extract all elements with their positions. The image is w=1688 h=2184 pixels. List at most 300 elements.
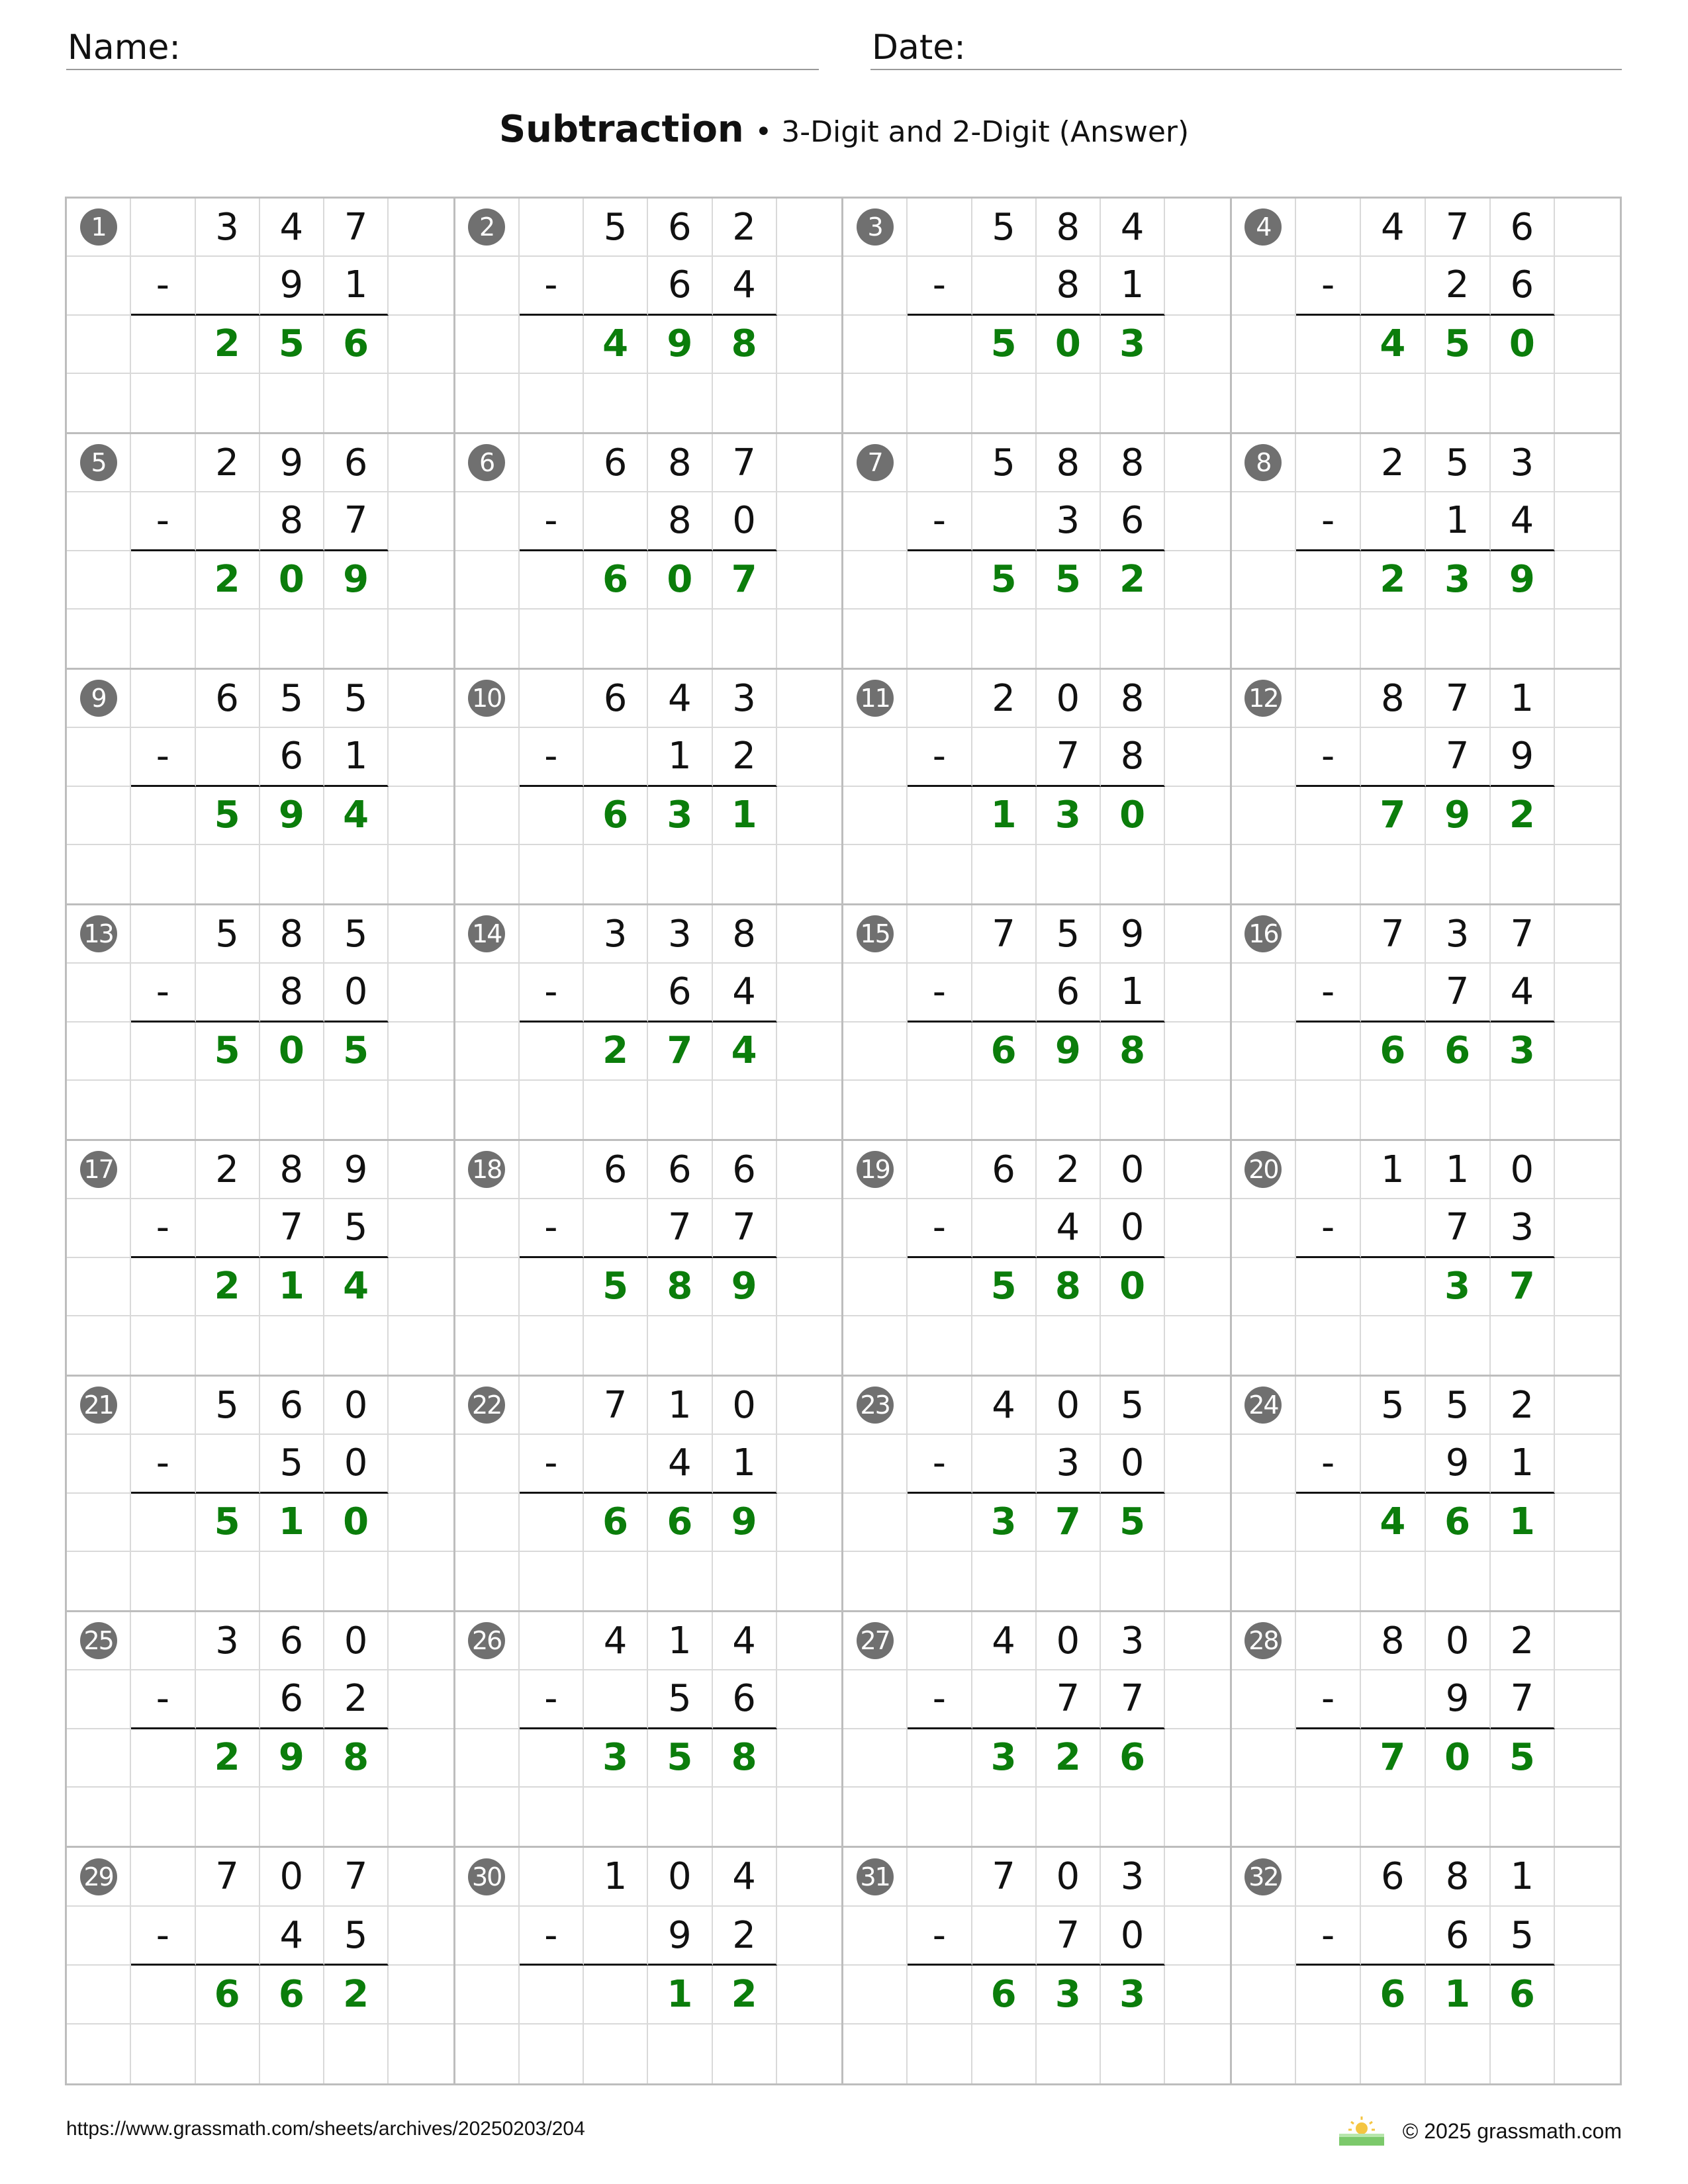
grid-cell (1296, 1258, 1361, 1316)
grid-cell (1555, 1848, 1620, 1907)
problem-number-badge: 30 (468, 1858, 505, 1895)
problem-1 (67, 199, 455, 434)
answer-digit: 5 (972, 316, 1037, 374)
answer-digit: 4 (324, 787, 389, 845)
grid-cell (777, 1729, 841, 1788)
grid-cell (260, 1552, 324, 1610)
minuend-digit: 6 (584, 1141, 648, 1199)
grid-cell (1361, 1552, 1426, 1610)
grid-cell (1555, 1670, 1620, 1729)
grid-cell (777, 1670, 841, 1729)
grid-cell (455, 1081, 520, 1139)
subtrahend-digit: 7 (1491, 1670, 1556, 1729)
problem-number-badge: 22 (468, 1387, 505, 1424)
answer-digit: 7 (1037, 1494, 1101, 1552)
answer-digit: 6 (972, 1023, 1037, 1081)
grid-cell (1165, 1907, 1229, 1966)
grid-cell (1165, 1199, 1229, 1257)
grid-cell (196, 257, 260, 315)
minuend-digit: 4 (972, 1377, 1037, 1435)
minuend-digit: 3 (1426, 905, 1491, 964)
grid-cell (584, 845, 648, 903)
answer-digit: 6 (584, 551, 648, 610)
grid-cell (389, 1141, 453, 1199)
grid-cell (1491, 1788, 1556, 1846)
answer-digit: 1 (1491, 1494, 1556, 1552)
grid-cell (1296, 670, 1361, 728)
grid-cell (131, 434, 195, 492)
grid-cell (389, 964, 453, 1022)
grid-cell (972, 1552, 1037, 1610)
subtrahend-digit: 1 (1491, 1435, 1556, 1493)
grid-cell (196, 1081, 260, 1139)
minuend-digit: 7 (1426, 670, 1491, 728)
grid-cell (843, 316, 908, 374)
answer-digit: 6 (1101, 1729, 1165, 1788)
subtrahend-digit: 8 (648, 492, 712, 551)
grid-cell (131, 316, 195, 374)
grid-cell (713, 1081, 777, 1139)
grid-cell (1361, 1316, 1426, 1375)
grid-cell (67, 1435, 131, 1493)
grid-cell (843, 374, 908, 432)
grid-cell (455, 1729, 520, 1788)
name-field[interactable] (66, 23, 819, 70)
answer-digit: 5 (196, 1023, 260, 1081)
minuend-digit: 1 (1491, 1848, 1556, 1907)
minuend-digit: 6 (260, 1377, 324, 1435)
grid-cell (777, 1788, 841, 1846)
grid-cell (777, 670, 841, 728)
grid-cell (1555, 2025, 1620, 2083)
grid-cell (1165, 1023, 1229, 1081)
problem-number-cell (1232, 1141, 1297, 1199)
problem-number-cell (455, 199, 520, 257)
subtrahend-digit: 7 (1426, 728, 1491, 786)
grid-cell (1232, 1907, 1297, 1966)
minuend-digit: 6 (260, 1612, 324, 1670)
grid-cell (777, 1081, 841, 1139)
grid-cell (260, 2025, 324, 2083)
answer-digit: 0 (324, 1494, 389, 1552)
date-field[interactable] (870, 23, 1622, 70)
answer-digit: 7 (1361, 787, 1426, 845)
grid-cell (1491, 610, 1556, 668)
grid-cell (324, 1316, 389, 1375)
grid-cell (1491, 374, 1556, 432)
problem-number-cell (455, 670, 520, 728)
grid-cell (1296, 1377, 1361, 1435)
grid-cell (1555, 1199, 1620, 1257)
grid-cell (324, 1788, 389, 1846)
problem-16 (1232, 905, 1620, 1141)
problem-22 (455, 1377, 844, 1612)
grid-cell (908, 1258, 972, 1316)
grid-cell (520, 1848, 584, 1907)
problem-21 (67, 1377, 455, 1612)
minuend-digit: 5 (324, 670, 389, 728)
answer-digit: 9 (260, 787, 324, 845)
grid-cell (972, 492, 1037, 551)
grid-cell (908, 1966, 972, 2025)
minuend-digit: 2 (196, 434, 260, 492)
grid-cell (389, 1612, 453, 1670)
problem-number-cell (843, 199, 908, 257)
problem-number-badge: 17 (80, 1151, 117, 1188)
subtrahend-digit: 1 (324, 728, 389, 786)
grid-cell (1426, 1788, 1491, 1846)
grid-cell (908, 905, 972, 964)
grid-cell (520, 845, 584, 903)
grid-cell (1232, 728, 1297, 786)
grid-cell (1232, 492, 1297, 551)
minus-sign: - (131, 1670, 195, 1729)
grid-cell (196, 492, 260, 551)
grid-cell (1037, 1081, 1101, 1139)
minuend-digit: 5 (972, 199, 1037, 257)
grid-cell (1491, 2025, 1556, 2083)
grid-cell (1165, 1316, 1229, 1375)
minuend-digit: 7 (324, 199, 389, 257)
grid-cell (389, 1081, 453, 1139)
minuend-digit: 2 (713, 199, 777, 257)
subtrahend-digit: 5 (1491, 1907, 1556, 1966)
grid-cell (389, 1670, 453, 1729)
grid-cell (67, 1494, 131, 1552)
problem-19 (843, 1141, 1232, 1377)
problem-7 (843, 434, 1232, 670)
grid-cell (1165, 610, 1229, 668)
answer-digit: 9 (713, 1494, 777, 1552)
minuend-digit: 3 (584, 905, 648, 964)
problem-13 (67, 905, 455, 1141)
answer-digit: 2 (1037, 1729, 1101, 1788)
subtrahend-digit: 9 (1426, 1670, 1491, 1729)
grid-cell (972, 374, 1037, 432)
grid-cell (131, 1729, 195, 1788)
subtrahend-digit: 4 (1491, 492, 1556, 551)
answer-digit: 3 (584, 1729, 648, 1788)
answer-digit: 9 (324, 551, 389, 610)
grid-cell (1165, 964, 1229, 1022)
grid-cell (131, 1141, 195, 1199)
minuend-digit: 4 (1361, 199, 1426, 257)
minuend-digit: 9 (1101, 905, 1165, 964)
grid-cell (777, 905, 841, 964)
grid-cell (1037, 610, 1101, 668)
answer-digit: 6 (1491, 1966, 1556, 2025)
grid-cell (1232, 2025, 1297, 2083)
grid-cell (1426, 610, 1491, 668)
answer-digit: 8 (324, 1729, 389, 1788)
problem-number-cell (1232, 1377, 1297, 1435)
minuend-digit: 4 (713, 1612, 777, 1670)
minuend-digit: 6 (584, 670, 648, 728)
grid-cell (389, 2025, 453, 2083)
minuend-digit: 6 (1361, 1848, 1426, 1907)
grid-cell (1555, 1023, 1620, 1081)
problem-number-cell (1232, 199, 1297, 257)
grid-cell (843, 257, 908, 315)
minuend-digit: 0 (1037, 1612, 1101, 1670)
subtrahend-digit: 7 (1037, 1907, 1101, 1966)
subtrahend-digit: 4 (713, 257, 777, 315)
grid-cell (455, 2025, 520, 2083)
grid-cell (389, 1848, 453, 1907)
minuend-digit: 6 (324, 434, 389, 492)
problem-number-cell (1232, 1848, 1297, 1907)
grid-cell (324, 374, 389, 432)
grid-cell (584, 1316, 648, 1375)
grid-cell (777, 434, 841, 492)
grid-cell (67, 492, 131, 551)
minuend-digit: 7 (1426, 199, 1491, 257)
subtrahend-digit: 7 (260, 1199, 324, 1257)
answer-digit: 8 (1101, 1023, 1165, 1081)
minuend-digit: 1 (584, 1848, 648, 1907)
grid-cell (389, 1552, 453, 1610)
problem-number-badge: 11 (857, 680, 894, 717)
problem-number-cell (1232, 905, 1297, 964)
minuend-digit: 6 (972, 1141, 1037, 1199)
minuend-digit: 7 (713, 434, 777, 492)
minuend-digit: 8 (1361, 670, 1426, 728)
grid-cell (1165, 257, 1229, 315)
minuend-digit: 3 (196, 1612, 260, 1670)
problem-12 (1232, 670, 1620, 905)
grid-cell (260, 1081, 324, 1139)
grid-cell (1165, 374, 1229, 432)
grid-cell (1037, 845, 1101, 903)
problem-number-cell (455, 1848, 520, 1907)
minus-sign: - (131, 1907, 195, 1966)
grid-cell (843, 787, 908, 845)
grid-cell (908, 845, 972, 903)
minuend-digit: 8 (1037, 199, 1101, 257)
grid-cell (1361, 2025, 1426, 2083)
minuend-digit: 4 (260, 199, 324, 257)
minus-sign: - (908, 1907, 972, 1966)
subtrahend-digit: 7 (713, 1199, 777, 1257)
answer-digit: 9 (1037, 1023, 1101, 1081)
subtrahend-digit: 7 (1037, 728, 1101, 786)
problem-number-badge: 28 (1244, 1622, 1282, 1659)
answer-digit: 4 (1361, 316, 1426, 374)
problem-number-cell (67, 434, 131, 492)
minuend-digit: 4 (648, 670, 712, 728)
grid-cell (520, 1377, 584, 1435)
grid-cell (1426, 1081, 1491, 1139)
grid-cell (520, 1788, 584, 1846)
grid-cell (972, 1316, 1037, 1375)
problem-number-badge: 8 (1244, 444, 1282, 481)
grid-cell (389, 787, 453, 845)
problem-number-badge: 32 (1244, 1858, 1282, 1895)
grid-cell (455, 610, 520, 668)
problem-number-cell (455, 434, 520, 492)
answer-digit: 4 (713, 1023, 777, 1081)
grid-cell (196, 2025, 260, 2083)
subtrahend-digit: 3 (1037, 492, 1101, 551)
answer-digit: 9 (1491, 551, 1556, 610)
grid-cell (389, 1316, 453, 1375)
minuend-digit: 6 (1491, 199, 1556, 257)
answer-digit: 2 (196, 1258, 260, 1316)
grid-cell (67, 1023, 131, 1081)
subtrahend-digit: 1 (1101, 257, 1165, 315)
subtrahend-digit: 1 (1426, 492, 1491, 551)
grid-cell (972, 728, 1037, 786)
minus-sign: - (131, 728, 195, 786)
grid-cell (455, 1788, 520, 1846)
grid-cell (1232, 551, 1297, 610)
subtrahend-digit: 0 (324, 1435, 389, 1493)
minuend-digit: 2 (1491, 1377, 1556, 1435)
grid-cell (908, 1081, 972, 1139)
minuend-digit: 8 (648, 434, 712, 492)
subtrahend-digit: 7 (324, 492, 389, 551)
grid-cell (455, 728, 520, 786)
grid-cell (324, 845, 389, 903)
minus-sign: - (1296, 964, 1361, 1022)
grid-cell (584, 257, 648, 315)
grid-cell (131, 1316, 195, 1375)
answer-digit: 6 (584, 787, 648, 845)
problem-number-cell (67, 199, 131, 257)
grid-cell (520, 1258, 584, 1316)
grid-cell (67, 787, 131, 845)
grid-cell (389, 610, 453, 668)
subtrahend-digit: 9 (648, 1907, 712, 1966)
subtrahend-digit: 2 (713, 1907, 777, 1966)
footer-credit (1335, 2115, 1622, 2147)
problem-number-cell (67, 1377, 131, 1435)
grid-cell (455, 787, 520, 845)
grid-cell (389, 1788, 453, 1846)
minuend-digit: 4 (713, 1848, 777, 1907)
grid-cell (648, 1788, 712, 1846)
grid-cell (67, 964, 131, 1022)
answer-digit: 6 (1426, 1494, 1491, 1552)
minuend-digit: 8 (1101, 670, 1165, 728)
grid-cell (196, 845, 260, 903)
answer-digit: 2 (713, 1966, 777, 2025)
grid-cell (713, 1552, 777, 1610)
grid-cell (648, 2025, 712, 2083)
grid-cell (324, 610, 389, 668)
grid-cell (908, 551, 972, 610)
grid-cell (777, 1494, 841, 1552)
minuend-digit: 5 (1037, 905, 1101, 964)
minuend-digit: 6 (713, 1141, 777, 1199)
problem-number-badge: 5 (80, 444, 117, 481)
minus-sign: - (520, 964, 584, 1022)
grid-cell (972, 1435, 1037, 1493)
minuend-digit: 0 (1037, 670, 1101, 728)
minuend-digit: 0 (324, 1612, 389, 1670)
answer-digit: 2 (1491, 787, 1556, 845)
problem-number-badge: 21 (80, 1387, 117, 1424)
subtrahend-digit: 3 (1037, 1435, 1101, 1493)
subtrahend-digit: 6 (260, 1670, 324, 1729)
grid-cell (1426, 374, 1491, 432)
minus-sign: - (131, 1435, 195, 1493)
grid-cell (520, 610, 584, 668)
problem-25 (67, 1612, 455, 1848)
grid-cell (843, 610, 908, 668)
grid-cell (777, 1966, 841, 2025)
grid-cell (1037, 1788, 1101, 1846)
grid-cell (843, 1552, 908, 1610)
grid-cell (1165, 199, 1229, 257)
minus-sign: - (1296, 1199, 1361, 1257)
subtrahend-digit: 8 (260, 964, 324, 1022)
minuend-digit: 3 (713, 670, 777, 728)
grid-cell (1555, 905, 1620, 964)
problem-23 (843, 1377, 1232, 1612)
grid-cell (67, 1966, 131, 2025)
problem-24 (1232, 1377, 1620, 1612)
answer-digit: 3 (972, 1729, 1037, 1788)
footer-url: https://www.grassmath.com/sheets/archives/20250203/204 (66, 2118, 585, 2140)
grid-cell (908, 1023, 972, 1081)
problem-number-cell (455, 905, 520, 964)
grid-cell (777, 728, 841, 786)
grid-cell (1101, 845, 1165, 903)
answer-digit: 5 (1491, 1729, 1556, 1788)
problem-number-badge: 10 (468, 680, 505, 717)
grid-cell (908, 787, 972, 845)
grid-cell (713, 610, 777, 668)
grid-cell (843, 1494, 908, 1552)
grid-cell (972, 845, 1037, 903)
answer-digit: 5 (972, 551, 1037, 610)
minuend-digit: 8 (260, 905, 324, 964)
problem-number-cell (67, 905, 131, 964)
grid-cell (389, 728, 453, 786)
grid-cell (713, 2025, 777, 2083)
grid-cell (1296, 1081, 1361, 1139)
grid-cell (389, 670, 453, 728)
grid-cell (1296, 787, 1361, 845)
minuend-digit: 5 (1361, 1377, 1426, 1435)
answer-digit: 2 (196, 316, 260, 374)
problem-number-cell (455, 1141, 520, 1199)
grid-cell (1232, 1788, 1297, 1846)
subtrahend-digit: 5 (260, 1435, 324, 1493)
minuend-digit: 5 (324, 905, 389, 964)
grid-cell (67, 1670, 131, 1729)
problem-number-badge: 9 (80, 680, 117, 717)
grid-cell (1101, 374, 1165, 432)
grid-cell (131, 1612, 195, 1670)
name-label: Name: (68, 28, 181, 68)
grid-cell (389, 1435, 453, 1493)
grid-cell (908, 1377, 972, 1435)
answer-digit: 5 (1101, 1494, 1165, 1552)
grid-cell (1555, 1494, 1620, 1552)
grid-cell (455, 1258, 520, 1316)
minus-sign: - (520, 1199, 584, 1257)
subtrahend-digit: 0 (324, 964, 389, 1022)
grid-cell (777, 1848, 841, 1907)
grid-cell (777, 845, 841, 903)
grid-cell (389, 199, 453, 257)
problem-4 (1232, 199, 1620, 434)
grid-cell (324, 2025, 389, 2083)
grid-cell (648, 1552, 712, 1610)
grid-cell (1296, 551, 1361, 610)
